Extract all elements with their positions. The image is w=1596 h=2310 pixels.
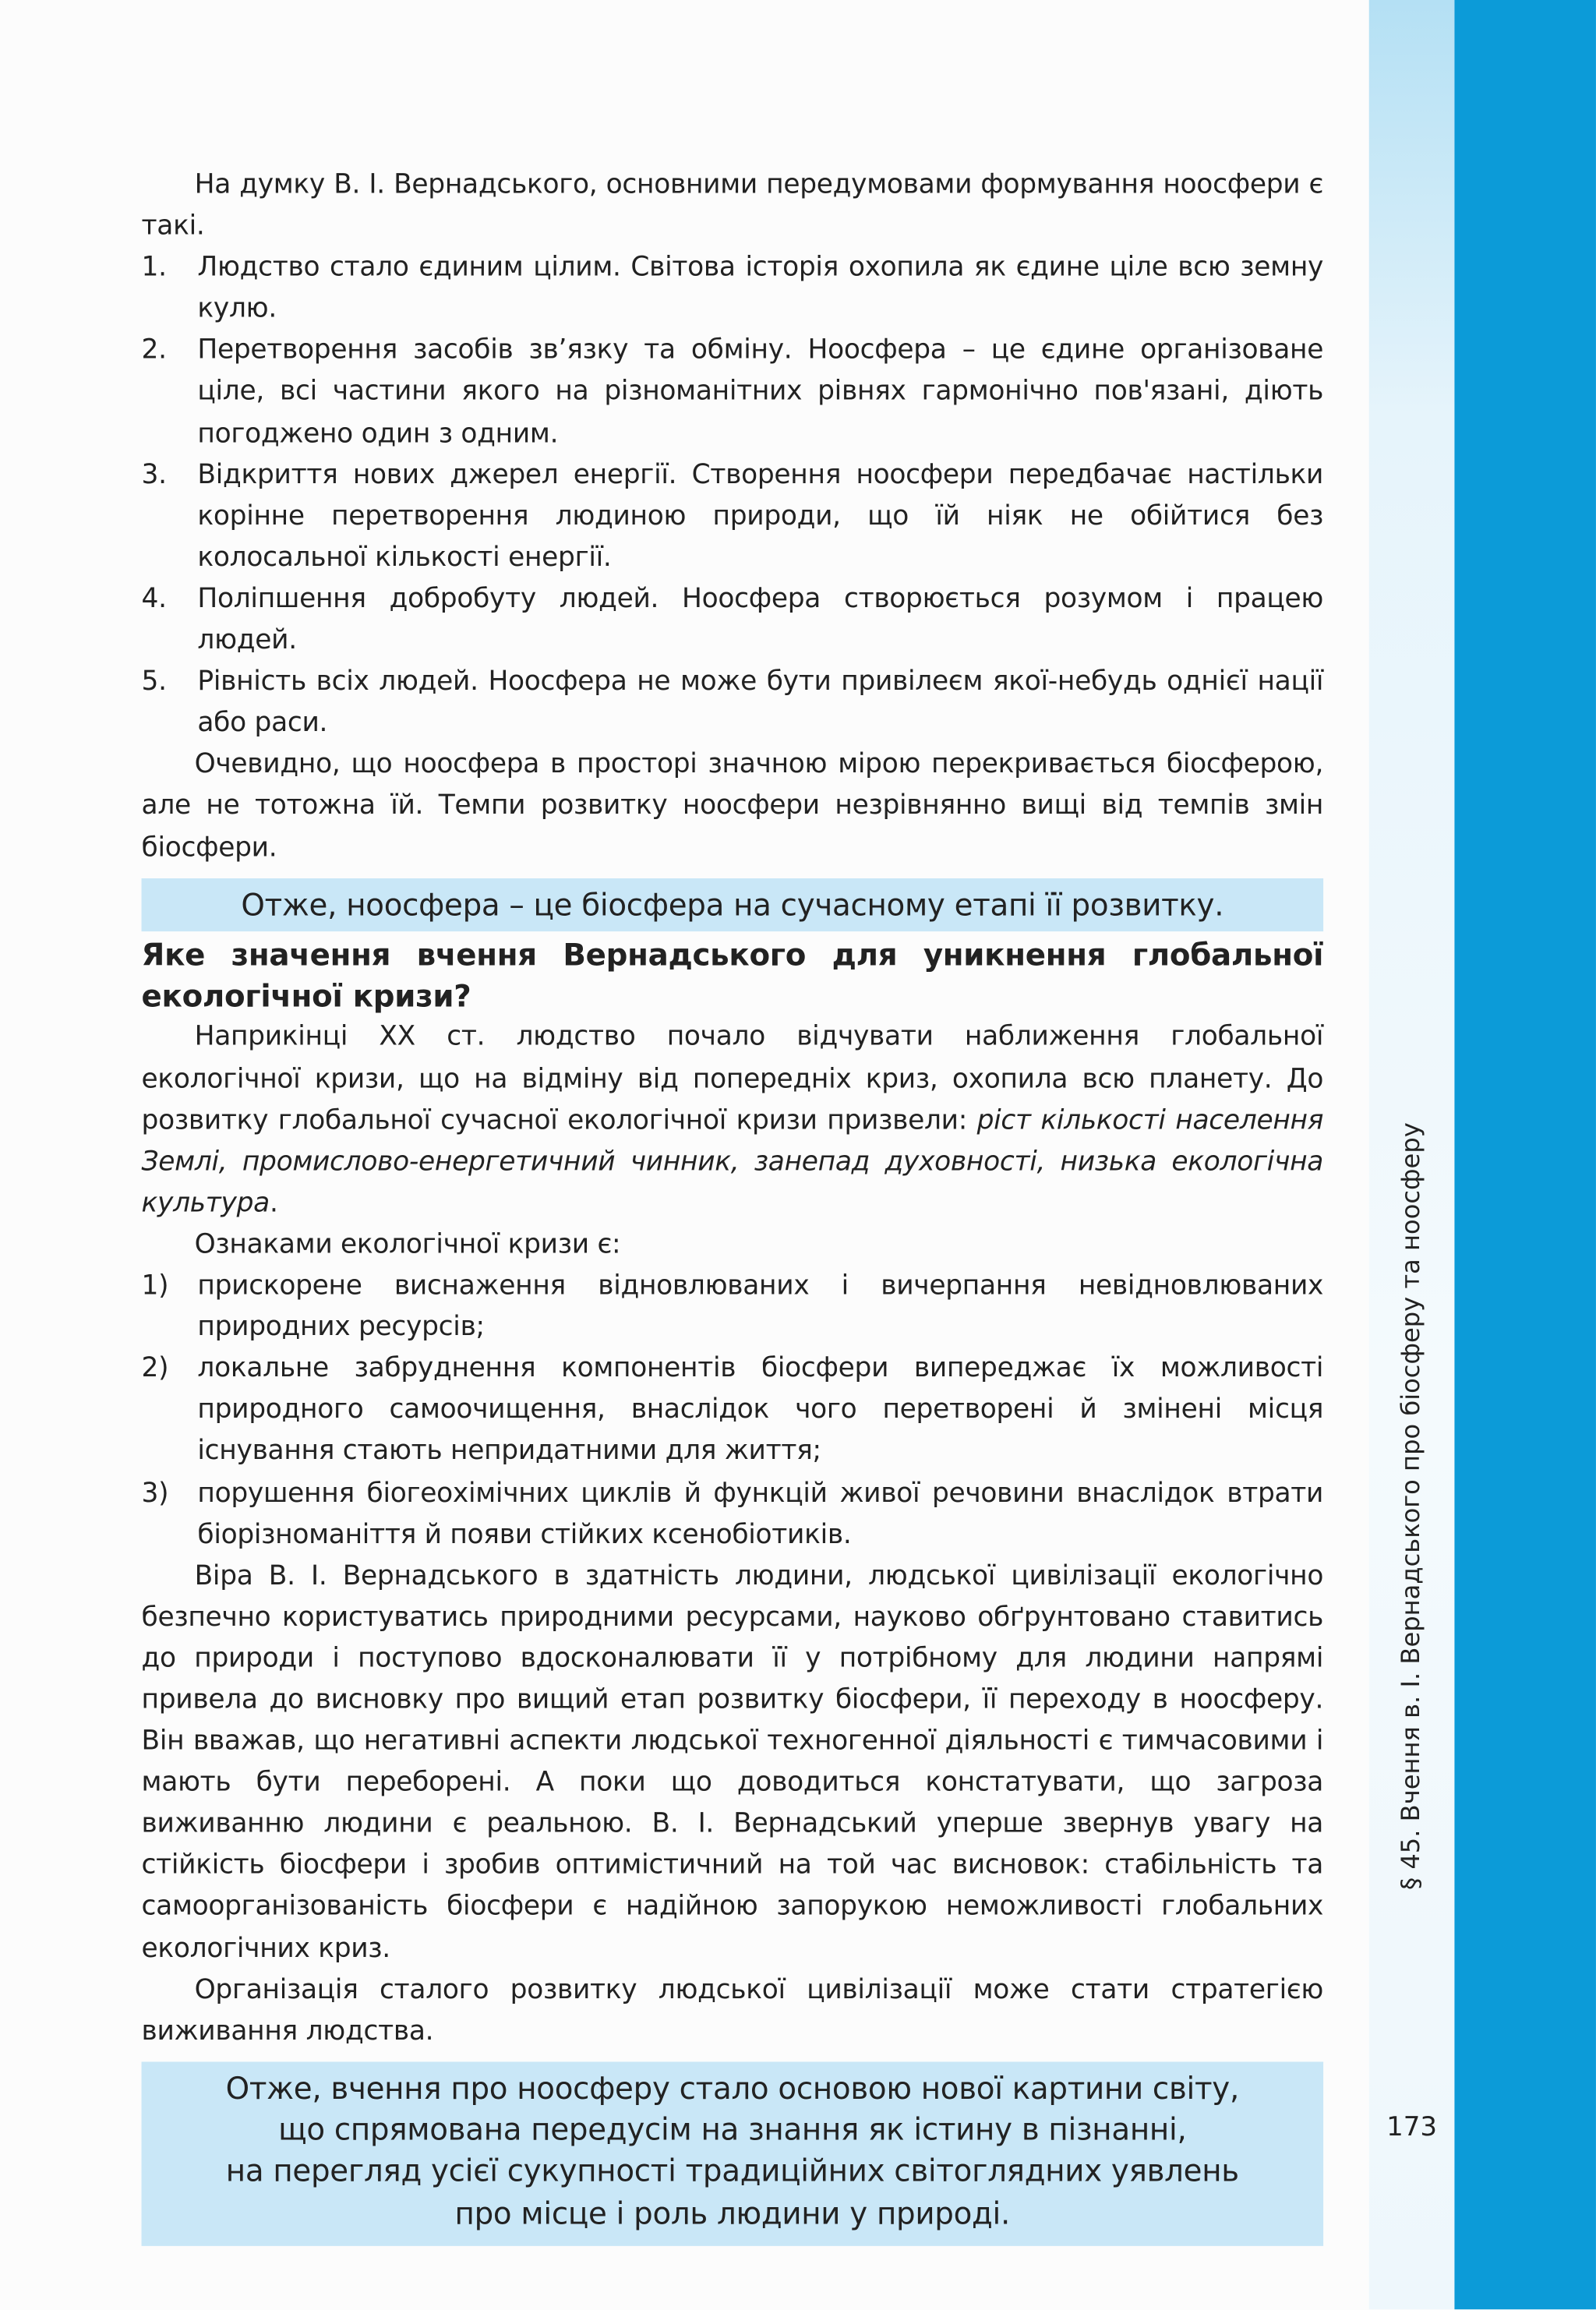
list-text: порушення біогеохімічних циклів й функцій живої речовини внаслідок втрати біорізноманіття й появи стійких ксенобіотиків. [197,1477,1324,1550]
conclusion-box-1: Отже, ноосфера – це біосфера на сучасному етапі її розвитку. [142,878,1324,931]
list-text: Рівність всіх людей. Ноосфера не може бути привілеєм якої-небудь однієї нації або раси. [197,666,1324,739]
faith-paragraph: Віра В. І. Вернадського в здатність людини, людської цивілізації екологічно безпечно користуватись природними ресурсами, науково обґрунтовано ставитись до природи і поступово вдосконалювати її у потрібному для людини напрямі привела до висновку про вищий етап розвитку біосфери, її переходу в ноосферу. Він вважав, що негативні аспекти людської техногенної діяльності є тимчасовими і мають бути переборені. А поки що доводиться констатувати, що загроза виживанню людини є реальною. В. І. Вернадський уперше звернув увагу на стійкість біосфери і зробив оптимістичний на той час висновок: стабільність та самоорганізованість біосфери є надійною запорукою неможливості глобальних екологічних криз. [141,1560,1324,1964]
list-item [142,1473,1324,1556]
list-item [142,662,1324,744]
list-text: локальне забруднення компонентів біосфери випереджає їх можливості природного самоочищення, внаслідок чого перетворені й змінені місця існування стають непридатними для життя; [197,1353,1324,1468]
intro-paragraph: На думку В. І. Вернадського, основними передумовами формування ноосфери є такі. [141,169,1324,242]
conclusion-box-2 [142,2061,1324,2246]
conclusion-line: Отже, вчення про ноосферу стало основою нової картини світу, [225,2070,1240,2106]
list-number: 3. [141,459,167,491]
list-number: 3) [141,1477,169,1509]
list-number: 2. [141,334,167,366]
signs-intro: Ознаками екологічної кризи є: [194,1229,621,1260]
noosphere-overlap-paragraph: Очевидно, що ноосфера в просторі значною мірою перекривається біосферою, але не тотожна їй. Темпи розвитку ноосфери незрівнянно вищі від темпів змін біосфери. [141,749,1324,864]
section-heading: Яке значення вчення Вернадського для уникнення глобальної екологічної кризи? [141,937,1324,1015]
conclusion-line: на перегляд усієї сукупності традиційних світоглядних уявлень [225,2153,1239,2189]
list-item [142,1349,1324,1473]
list-item [142,455,1324,579]
list-item [142,248,1324,330]
list-number: 4. [141,583,167,615]
list-text: Відкриття нових джерел енергії. Створення ноосфери передбачає настільки корінне перетворення людиною природи, що їй ніяк не обійтися без колосальної кількості енергії. [197,459,1324,574]
premises-list [142,248,1324,745]
list-item [142,1266,1324,1348]
list-text: Людство стало єдиним цілим. Світова історія охопила як єдине ціле всю земну кулю. [197,252,1324,325]
list-item [142,579,1324,662]
conclusion-line: про місце і роль людини у природі. [454,2195,1011,2231]
crisis-text-end: . [269,1187,278,1219]
list-text: Поліпшення добробуту людей. Ноосфера створюється розумом і працею людей. [197,583,1324,656]
list-number: 1. [141,252,167,284]
strategy-paragraph: Організація сталого розвитку людської цивілізації може стати стратегією виживання людства. [141,1974,1324,2047]
list-item [142,330,1324,454]
chapter-side-title: § 45. Вчення в. І. Вернадського про біосферу та ноосферу [1396,1122,1427,1890]
crisis-paragraph [142,1018,1324,1225]
conclusion-line: що спрямована передусім на знання як істину в пізнанні, [278,2112,1187,2148]
page-number: 173 [1386,2111,1438,2143]
list-number: 5. [141,666,167,698]
main-content [142,165,1324,2249]
crisis-signs-list [142,1266,1324,1556]
list-text: прискорене виснаження відновлюваних і вичерпання невідновлюваних природних ресурсів; [197,1270,1324,1343]
sidebar-blue-band [1454,0,1596,2309]
crisis-text: Наприкінці XX ст. людство почало відчувати наближення глобальної екологічної кризи, що на відміну від попередніх криз, охопила всю планету. До розвитку глобальної сучасної екологічної кризи призвели: [141,1022,1324,1136]
list-text: Перетворення засобів зв’язку та обміну. Ноосфера – це єдине організоване ціле, всі частини якого на різноманітних рівнях гармонічно пов'язані, діють погоджено один з одним. [197,334,1324,449]
list-number: 2) [141,1353,169,1385]
list-number: 1) [141,1270,169,1302]
crisis-causes: ріст кількості населення Землі, промислово-енергетичний чинник, занепад духовності, низька екологічна культура [141,1104,1324,1219]
